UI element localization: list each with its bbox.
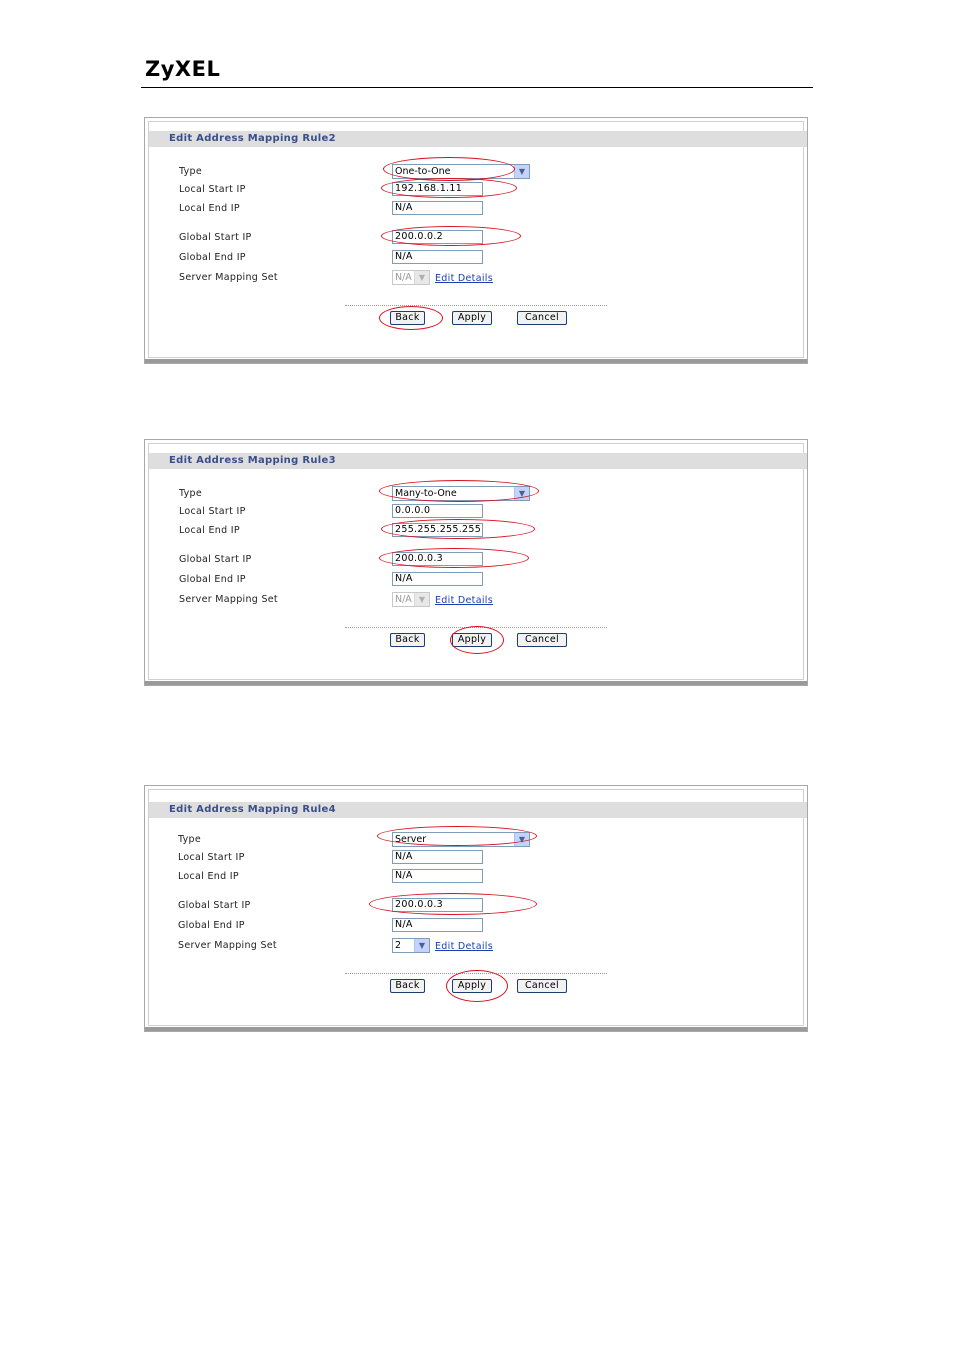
local-start-ip-label: Local Start IP xyxy=(179,506,246,517)
server-mapping-set-label: Server Mapping Set xyxy=(178,940,277,951)
back-button[interactable]: Back xyxy=(390,979,425,993)
edit-details-link[interactable]: Edit Details xyxy=(435,595,493,606)
global-end-ip-label: Global End IP xyxy=(179,252,246,263)
panel-title: Edit Address Mapping Rule2 xyxy=(149,131,807,147)
edit-details-link[interactable]: Edit Details xyxy=(435,941,493,952)
global-start-ip-label: Global Start IP xyxy=(179,232,252,243)
global-start-ip-label: Global Start IP xyxy=(178,900,251,911)
chevron-down-icon[interactable]: ▼ xyxy=(414,939,429,952)
server-mapping-set-label: Server Mapping Set xyxy=(179,272,278,283)
cancel-button[interactable]: Cancel xyxy=(517,979,567,993)
panel-title: Edit Address Mapping Rule3 xyxy=(149,453,807,469)
type-select[interactable] xyxy=(392,164,530,179)
edit-rule2-panel xyxy=(144,117,808,364)
cancel-button[interactable]: Cancel xyxy=(517,311,567,325)
header-divider xyxy=(141,87,813,88)
panel-bottom-border xyxy=(145,359,807,363)
back-button[interactable]: Back xyxy=(390,633,425,647)
type-select-value: Many-to-One xyxy=(395,488,457,499)
local-start-ip-field[interactable]: 0.0.0.0 xyxy=(392,504,483,518)
button-divider xyxy=(345,973,607,974)
local-start-ip-label: Local Start IP xyxy=(178,852,245,863)
server-mapping-set-value: N/A xyxy=(395,594,412,605)
type-select[interactable] xyxy=(392,486,530,501)
chevron-down-icon[interactable]: ▼ xyxy=(514,487,529,500)
type-select[interactable] xyxy=(392,832,530,847)
apply-button[interactable]: Apply xyxy=(452,979,492,993)
global-end-ip-label: Global End IP xyxy=(178,920,245,931)
edit-details-link[interactable]: Edit Details xyxy=(435,273,493,284)
button-divider xyxy=(345,627,607,628)
global-end-ip-field[interactable]: N/A xyxy=(392,250,483,264)
type-label: Type xyxy=(179,166,203,177)
server-mapping-set-select xyxy=(392,592,430,607)
type-select-value: One-to-One xyxy=(395,166,451,177)
type-select-value: Server xyxy=(395,834,427,845)
panel-bottom-border xyxy=(145,681,807,685)
edit-rule4-panel xyxy=(144,785,808,1032)
edit-rule3-panel xyxy=(144,439,808,686)
chevron-down-icon: ▼ xyxy=(414,271,429,284)
server-mapping-set-value: 2 xyxy=(395,940,402,951)
apply-button[interactable]: Apply xyxy=(452,311,492,325)
button-divider xyxy=(345,305,607,306)
local-end-ip-label: Local End IP xyxy=(179,525,240,536)
local-end-ip-field[interactable]: N/A xyxy=(392,869,483,883)
local-end-ip-label: Local End IP xyxy=(179,203,240,214)
server-mapping-set-select xyxy=(392,270,430,285)
local-start-ip-label: Local Start IP xyxy=(179,184,246,195)
chevron-down-icon[interactable]: ▼ xyxy=(514,165,529,178)
local-end-ip-field[interactable]: 255.255.255.255 xyxy=(392,523,483,537)
global-start-ip-field[interactable]: 200.0.0.2 xyxy=(392,230,483,244)
panel-title: Edit Address Mapping Rule4 xyxy=(149,802,807,818)
global-end-ip-field[interactable]: N/A xyxy=(392,572,483,586)
type-label: Type xyxy=(178,834,202,845)
server-mapping-set-select[interactable] xyxy=(392,938,430,953)
global-end-ip-label: Global End IP xyxy=(179,574,246,585)
back-button[interactable]: Back xyxy=(390,311,425,325)
local-end-ip-field[interactable]: N/A xyxy=(392,201,483,215)
type-label: Type xyxy=(179,488,203,499)
global-start-ip-label: Global Start IP xyxy=(179,554,252,565)
chevron-down-icon: ▼ xyxy=(414,593,429,606)
local-end-ip-label: Local End IP xyxy=(178,871,239,882)
server-mapping-set-label: Server Mapping Set xyxy=(179,594,278,605)
zyxel-logo: ZyXEL xyxy=(145,57,221,81)
global-start-ip-field[interactable]: 200.0.0.3 xyxy=(392,552,483,566)
local-start-ip-field[interactable]: N/A xyxy=(392,850,483,864)
chevron-down-icon[interactable]: ▼ xyxy=(514,833,529,846)
local-start-ip-field[interactable]: 192.168.1.11 xyxy=(392,182,483,196)
global-start-ip-field[interactable]: 200.0.0.3 xyxy=(392,898,483,912)
apply-button[interactable]: Apply xyxy=(452,633,492,647)
server-mapping-set-value: N/A xyxy=(395,272,412,283)
global-end-ip-field[interactable]: N/A xyxy=(392,918,483,932)
panel-bottom-border xyxy=(145,1027,807,1031)
cancel-button[interactable]: Cancel xyxy=(517,633,567,647)
